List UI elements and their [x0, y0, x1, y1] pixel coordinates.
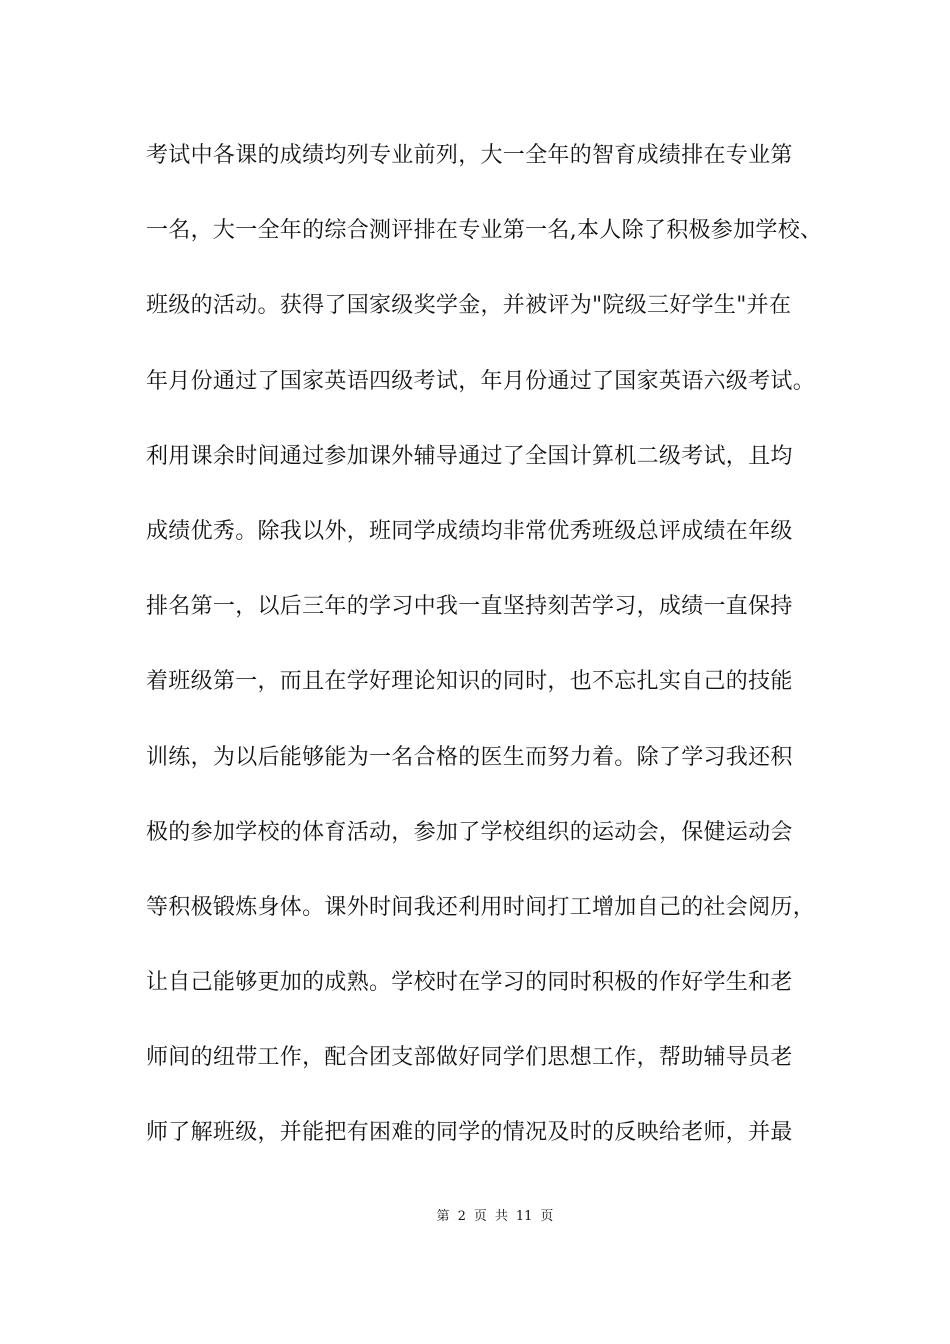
- text-line: 着班级第一，而且在学好理论知识的同时，也不忘扎实自己的技能: [146, 669, 793, 695]
- current-page-number: 2: [457, 1209, 466, 1224]
- text-line: 班级的活动。获得了国家级奖学金，并被评为"院级三好学生"并在: [146, 293, 792, 319]
- footer-total-word: 共: [494, 1209, 508, 1224]
- text-line: 利用课余时间通过参加课外辅导通过了全国计算机二级考试，且均: [146, 443, 793, 469]
- text-line: 一名，大一全年的综合测评排在专业第一名,本人除了积极参加学校、: [146, 218, 823, 244]
- text-line: 极的参加学校的体育活动，参加了学校组织的运动会，保健运动会: [146, 819, 793, 845]
- text-line: 师间的纽带工作，配合团支部做好同学们思想工作，帮助辅导员老: [146, 1045, 793, 1071]
- text-line: 成绩优秀。除我以外，班同学成绩均非常优秀班级总评成绩在年级: [146, 518, 793, 544]
- page-footer: [0, 1208, 950, 1226]
- text-line: 等积极锻炼身体。课外时间我还利用时间打工增加自己的社会阅历，: [146, 894, 816, 920]
- text-line: 训练，为以后能够能为一名合格的医生而努力着。除了学习我还积: [146, 744, 793, 770]
- text-line: 让自己能够更加的成熟。学校时在学习的同时积极的作好学生和老: [146, 970, 793, 996]
- text-line: 排名第一，以后三年的学习中我一直坚持刻苦学习，成绩一直保持: [146, 594, 793, 620]
- text-line: 年月份通过了国家英语四级考试，年月份通过了国家英语六级考试。: [146, 368, 816, 394]
- footer-suffix: 页: [540, 1209, 554, 1224]
- footer-page-word: 页: [473, 1209, 487, 1224]
- body-text: [146, 134, 836, 1187]
- text-line: 师了解班级，并能把有困难的同学的情况及时的反映给老师，并最: [146, 1120, 793, 1146]
- footer-prefix: 第: [436, 1209, 450, 1224]
- total-pages-number: 11: [515, 1209, 533, 1224]
- text-line: 考试中各课的成绩均列专业前列，大一全年的智育成绩排在专业第: [146, 143, 793, 168]
